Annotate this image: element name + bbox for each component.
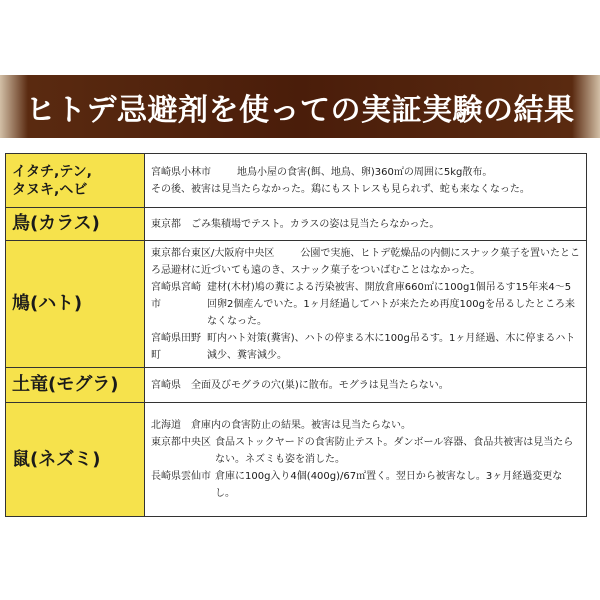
results-table bbox=[5, 153, 587, 517]
entry-text: その後、被害は見当たらなかった。鶏にもストレスも見られず、蛇も来なくなった。 bbox=[151, 183, 530, 195]
detail-cell bbox=[145, 208, 587, 241]
animal-label-text: 鼠(ネズミ) bbox=[12, 448, 101, 470]
entry-text: 町内ハト対策(糞害)、ハトの停まる木に100g吊るす。1ヶ月経過、木に停まるハト減少、糞害減少。 bbox=[207, 332, 576, 361]
animal-label-weasel bbox=[6, 154, 145, 208]
animal-label-text: 土竜(モグラ) bbox=[12, 374, 119, 395]
entry-text: 食品ストックヤードの食害防止テスト。ダンボール容器、食品共被害は見当たらない。ネズミも姿を消した。 bbox=[215, 437, 574, 465]
entry bbox=[151, 181, 580, 198]
page-title: ヒトデ忌避剤を使っての実証実験の結果 bbox=[25, 92, 575, 128]
entry bbox=[151, 245, 580, 279]
entry-location: 宮崎県小林市 bbox=[151, 166, 211, 178]
detail-cell bbox=[145, 241, 587, 368]
animal-label-text: 鳥(カラス) bbox=[12, 213, 100, 234]
entry-location: 東京都中央区 bbox=[151, 437, 211, 448]
entry-location: 北海道 bbox=[151, 420, 181, 431]
entry-text: 倉庫に100g入り4個(400g)/67㎡置く。翌日から被害なし。3ヶ月経過変更なし。 bbox=[215, 471, 563, 499]
table-row bbox=[6, 241, 587, 368]
entry-location: 宮崎県田野町 bbox=[151, 332, 201, 361]
animal-label-pigeon bbox=[6, 241, 145, 368]
entry-location: 東京都台東区/大阪府中央区 bbox=[151, 247, 275, 259]
animal-label-text: 鳩(ハト) bbox=[12, 293, 83, 314]
animal-label-mouse bbox=[6, 403, 145, 517]
animal-label-crow bbox=[6, 208, 145, 241]
entry bbox=[151, 330, 580, 364]
entry bbox=[151, 377, 580, 394]
entry-location: 宮崎県 bbox=[151, 379, 181, 391]
entry bbox=[151, 468, 580, 502]
table-row bbox=[6, 154, 587, 208]
title-banner bbox=[0, 75, 600, 138]
entry bbox=[151, 279, 580, 330]
entry bbox=[151, 164, 580, 181]
entry-location: 長崎県雲仙市 bbox=[151, 471, 211, 482]
table-row bbox=[6, 403, 587, 517]
entry-text: 倉庫内の食害防止の結果。被害は見当たらない。 bbox=[191, 420, 411, 431]
entry-text: 地鳥小屋の食害(餌、地鳥、卵)360㎡の周囲に5kg散布。 bbox=[237, 166, 493, 178]
entry-location: 宮崎県宮崎市 bbox=[151, 281, 201, 310]
detail-cell bbox=[145, 154, 587, 208]
animal-label-text: イタチ,テン, タヌキ,ヘビ bbox=[12, 163, 92, 198]
entry-location: 東京都 bbox=[151, 218, 181, 230]
detail-cell bbox=[145, 403, 587, 517]
table-row bbox=[6, 208, 587, 241]
entry-text: 公園で実施、ヒトデ乾燥品の内側にスナック菓子を置いたところ忌避材に近づいても遠のき、スナック菓子をついばむことはなかった。 bbox=[151, 247, 580, 276]
entry bbox=[151, 216, 580, 233]
entry-text: 全面及びモグラの穴(巣)に散布。モグラは見当たらない。 bbox=[191, 379, 449, 391]
entry bbox=[151, 417, 580, 434]
entry-text: 建材(木材)鳩の糞による汚染被害、開放倉庫660㎡に100g1個吊るす15年来4～5回卵2個産んでいた。1ヶ月経過してハトが来たため再度100gを吊るしたところ来なくなった。 bbox=[207, 281, 575, 327]
detail-cell bbox=[145, 368, 587, 403]
animal-label-mole bbox=[6, 368, 145, 403]
table-row bbox=[6, 368, 587, 403]
entry bbox=[151, 434, 580, 468]
entry-text: ごみ集積場でテスト。カラスの姿は見当たらなかった。 bbox=[191, 218, 440, 230]
